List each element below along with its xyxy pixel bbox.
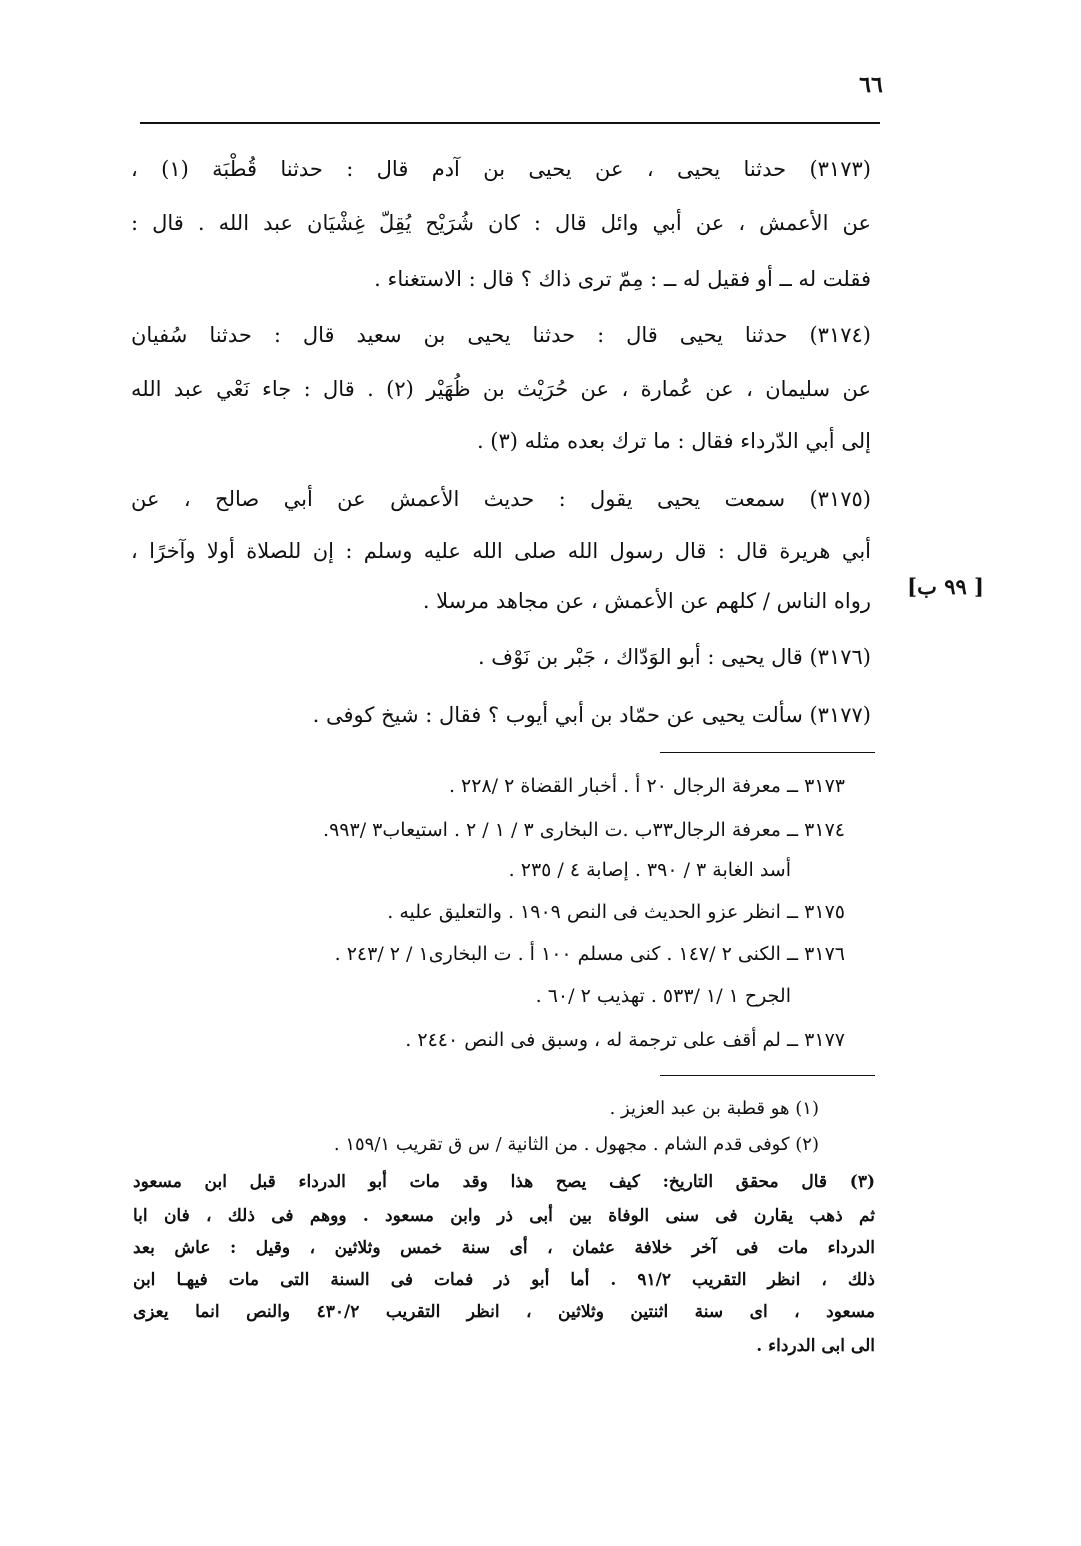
body-line: فقلت له ــ أو فقيل له ــ : مِمّ ترى ذاك ؟ قال : الاستغناء . (374, 267, 871, 291)
body-line: (٣١٧٣) حدثنا يحيى ، عن يحيى بن آدم قال : حدثنا قُطْبَة (١) ، (131, 157, 871, 181)
body-line: إلى أبي الدّرداء فقال : ما ترك بعده مثله (٣) . (476, 429, 871, 453)
body-line: (٣١٧٦) قال يحيى : أبو الوَدّاك ، جَبْر بن نَوْف . (477, 645, 871, 669)
footnote-3-line: الدرداء مات فى آخر خلافة عثمان ، أى سنة خمس وثلاثين ، وقيل : عاش بعد (133, 1238, 875, 1258)
footnote-line: (٢) كوفى قدم الشام . مجهول . من الثانية / س ق تقريب ١٥٩/١ . (333, 1134, 819, 1155)
body-line: عن الأعمش ، عن أبي وائل قال : كان شُرَيْح يُقِلّ غِشْيَان عبد الله . قال : (131, 211, 871, 235)
page-number: ٦٦ (859, 72, 883, 98)
body-line: (٣١٧٧) سألت يحيى عن حمّاد بن أبي أيوب ؟ فقال : شيخ كوفى . (312, 703, 871, 727)
header-rule (140, 122, 880, 124)
reference-line: ٣١٧٥ ــ انظر عزو الحديث فى النص ١٩٠٩ . والتعليق عليه . (387, 901, 845, 923)
reference-line: ٣١٧٦ ــ الكنى ٢ /١٤٧ . كنى مسلم ١٠٠ أ . ت البخارى١ / ٢ /٢٤٣ . (334, 943, 845, 965)
footnote-3-line: (٣) قال محقق التاريخ: كيف يصح هذا وقد مات أبو الدرداء قبل ابن مسعود (133, 1172, 875, 1192)
reference-line: أسد الغابة ٣ / ٣٩٠ . إصابة ٤ / ٢٣٥ . (508, 859, 791, 881)
reference-line: ٣١٧٧ ــ لم أقف على ترجمة له ، وسبق فى النص ٢٤٤٠ . (405, 1029, 845, 1051)
footnote-line: (١) هو قطبة بن عبد العزيز . (609, 1098, 819, 1119)
body-line: (٣١٧٤) حدثنا يحيى قال : حدثنا يحيى بن سعيد قال : حدثنا سُفيان (131, 323, 871, 347)
footnote-3-line: مسعود ، اى سنة اثنتين وثلاثين ، انظر التقريب ٤٣٠/٢ والنص انما يعزى (133, 1302, 875, 1322)
body-line: رواه الناس / كلهم عن الأعمش ، عن مجاهد مرسلا . (422, 589, 871, 613)
footnotes-divider (660, 1075, 875, 1076)
body-line: (٣١٧٥) سمعت يحيى يقول : حديث الأعمش عن أبي صالح ، عن (131, 487, 871, 511)
body-line: أبي هريرة قال : قال رسول الله صلى الله عليه وسلم : إن للصلاة أولا وآخرًا ، (131, 539, 871, 563)
footnote-3-line: ثم ذهب يقارن فى سنى الوفاة بين أبى ذر وابن مسعود . ووهم فى ذلك ، فان ابا (133, 1206, 875, 1226)
footnote-3-line: الى ابى الدرداء . (756, 1336, 875, 1356)
margin-folio-note: [ ٩٩ ب] (907, 574, 984, 599)
body-line: عن سليمان ، عن عُمارة ، عن حُرَيْث بن ظُهَيْر (٢) . قال : جاء نَعْي عبد الله (131, 377, 871, 401)
footnote-3-line: ذلك ، انظر التقريب ٩١/٢ . أما أبو ذر فمات فى السنة التى مات فيهـا ابن (133, 1270, 875, 1290)
reference-line: الجرح ١ /١ /٥٣٣ . تهذيب ٢ /٦٠ . (535, 985, 791, 1007)
reference-line: ٣١٧٣ ــ معرفة الرجال ٢٠ أ . أخبار القضاة ٢ /٢٢٨ . (448, 775, 845, 797)
references-divider (660, 752, 875, 753)
reference-line: ٣١٧٤ ــ معرفة الرجال٣٣ب .ت البخارى ٣ / ١ / ٢ . استيعاب٣ /٩٩٣. (323, 819, 845, 841)
